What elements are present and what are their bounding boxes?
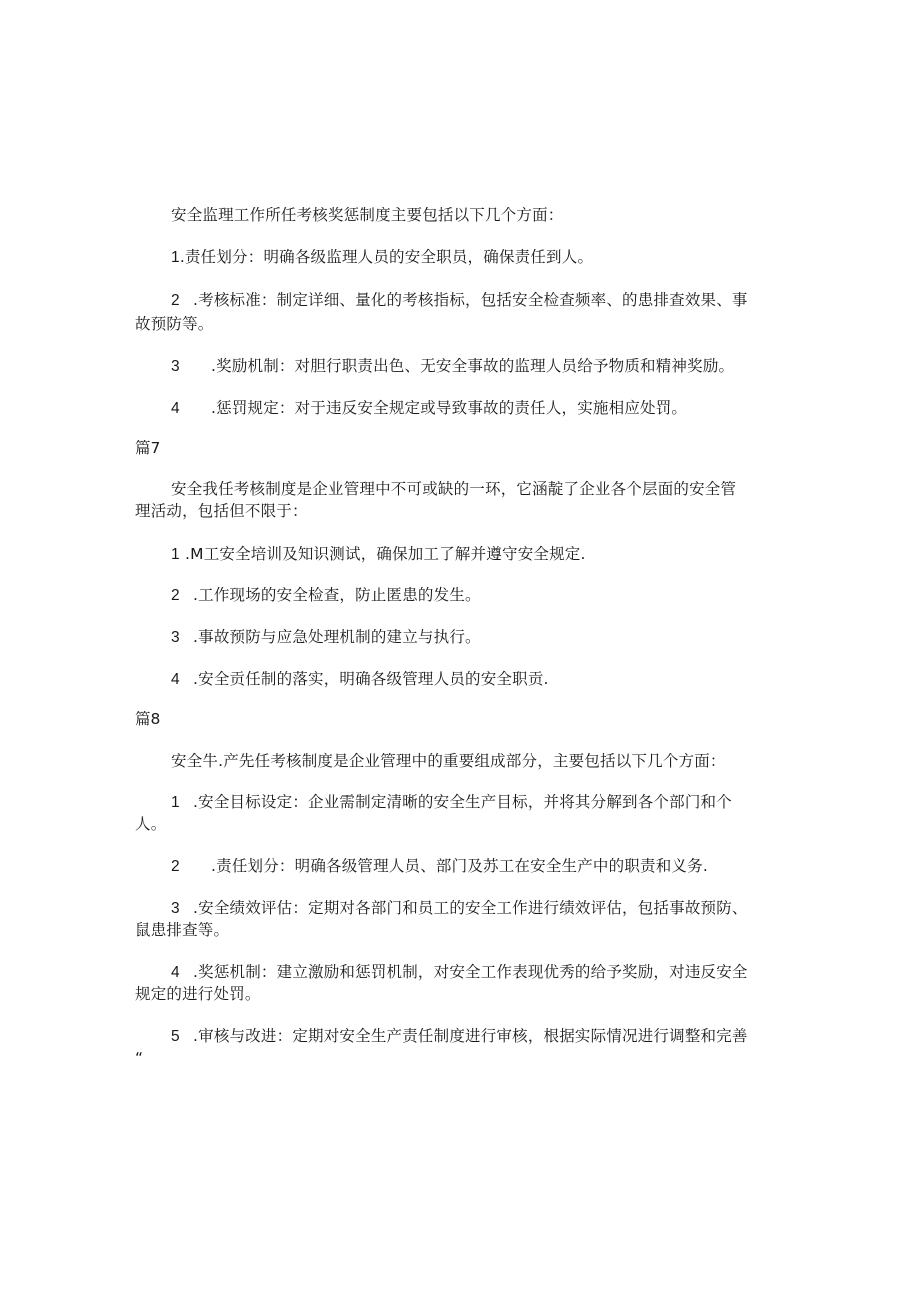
section7-title: 篇7 xyxy=(135,439,161,457)
section8-item-1-cont: 人。 xyxy=(135,815,167,833)
section8-item-5-cont: “ xyxy=(135,1049,144,1067)
item-number: 2 xyxy=(171,587,180,604)
section8-item-4-cont: 规定的进行处罚。 xyxy=(135,985,261,1003)
item-number: 3 xyxy=(171,358,180,375)
item-text: .安全绩效评估：定期对各部门和员工的安全工作进行绩效评估，包括事故预防、 xyxy=(193,899,748,917)
section6-item-3 xyxy=(171,355,734,378)
section6-item-1 xyxy=(171,246,593,269)
item-text: .安全目标设定：企业需制定清晰的安全生产目标，并将其分解到各个部门和个 xyxy=(193,793,732,811)
section8-item-4 xyxy=(171,961,748,984)
item-text: .安全贡任制的落实，明确各级管理人员的安全职贡. xyxy=(193,670,549,688)
item-text: .奖惩机制：建立激励和惩罚机制，对安全工作表现优秀的给予奖励，对违反安全 xyxy=(193,963,748,981)
section6-item-2-cont: 故预防等。 xyxy=(135,315,214,333)
section8-item-3 xyxy=(171,897,748,920)
item-text: .事故预防与应急处理机制的建立与执行。 xyxy=(193,628,481,646)
section8-item-2 xyxy=(171,855,708,878)
item-number: 4 xyxy=(171,964,180,981)
item-number: 3 xyxy=(171,629,180,646)
item-text: .工作现场的安全检查，防止匿患的发生。 xyxy=(193,586,481,604)
item-number: 5 xyxy=(171,1028,180,1045)
section7-item-3 xyxy=(171,626,481,649)
section8-item-1 xyxy=(171,791,732,814)
item-text: .审核与改进：定期对安全生产责任制度进行审核，根据实际情况进行调整和完善 xyxy=(193,1027,748,1045)
item-number: 3 xyxy=(171,900,180,917)
section8-title: 篇8 xyxy=(135,710,161,728)
item-number: 4 xyxy=(171,400,180,417)
section7-intro: 安全我任考核制度是企业管理中不可或缺的一环，它涵靛了企业各个层面的安全管 xyxy=(171,480,737,498)
section6-item-4 xyxy=(171,397,687,420)
item-number: 4 xyxy=(171,671,180,688)
section7-item-1 xyxy=(171,543,586,566)
item-text: .M工安全培训及知识测试，确保加工了解并遵守安全规定. xyxy=(185,545,586,563)
item-text: .奖励机制：对胆行职责出色、无安全事故的监理人员给予物质和精神奖励。 xyxy=(211,357,735,375)
item-text: .责任划分：明确各级监理人员的安全职员，确保责任到人。 xyxy=(179,248,594,266)
section8-item-3-cont: 鼠患排查等。 xyxy=(135,921,230,939)
item-number: 1 xyxy=(171,249,180,266)
section8-intro: 安全牛.产先任考核制度是企业管理中的重要组成部分，主要包括以下几个方面： xyxy=(171,752,726,770)
section7-item-4 xyxy=(171,668,549,691)
item-number: 2 xyxy=(171,292,180,309)
item-number: 2 xyxy=(171,858,180,875)
section6-item-2 xyxy=(171,289,748,312)
section8-item-5 xyxy=(171,1025,748,1048)
item-text: .考核标准：制定详细、量化的考核指标，包括安全检查频率、的患排查效果、事 xyxy=(193,291,748,309)
item-number: 1 xyxy=(171,794,180,811)
section7-item-2 xyxy=(171,584,481,607)
item-text: .责任划分：明确各级管理人员、部门及苏工在安全生产中的职责和义务. xyxy=(211,857,708,875)
section7-intro-cont: 理活动，包括但不限于： xyxy=(135,502,308,520)
item-text: .惩罚规定：对于违反安全规定或导致事故的责任人，实施相应处罚。 xyxy=(211,399,688,417)
item-number: 1 xyxy=(171,546,180,563)
section6-intro: 安全监理工作所任考核奖惩制度主要包括以下几个方面： xyxy=(171,206,564,224)
